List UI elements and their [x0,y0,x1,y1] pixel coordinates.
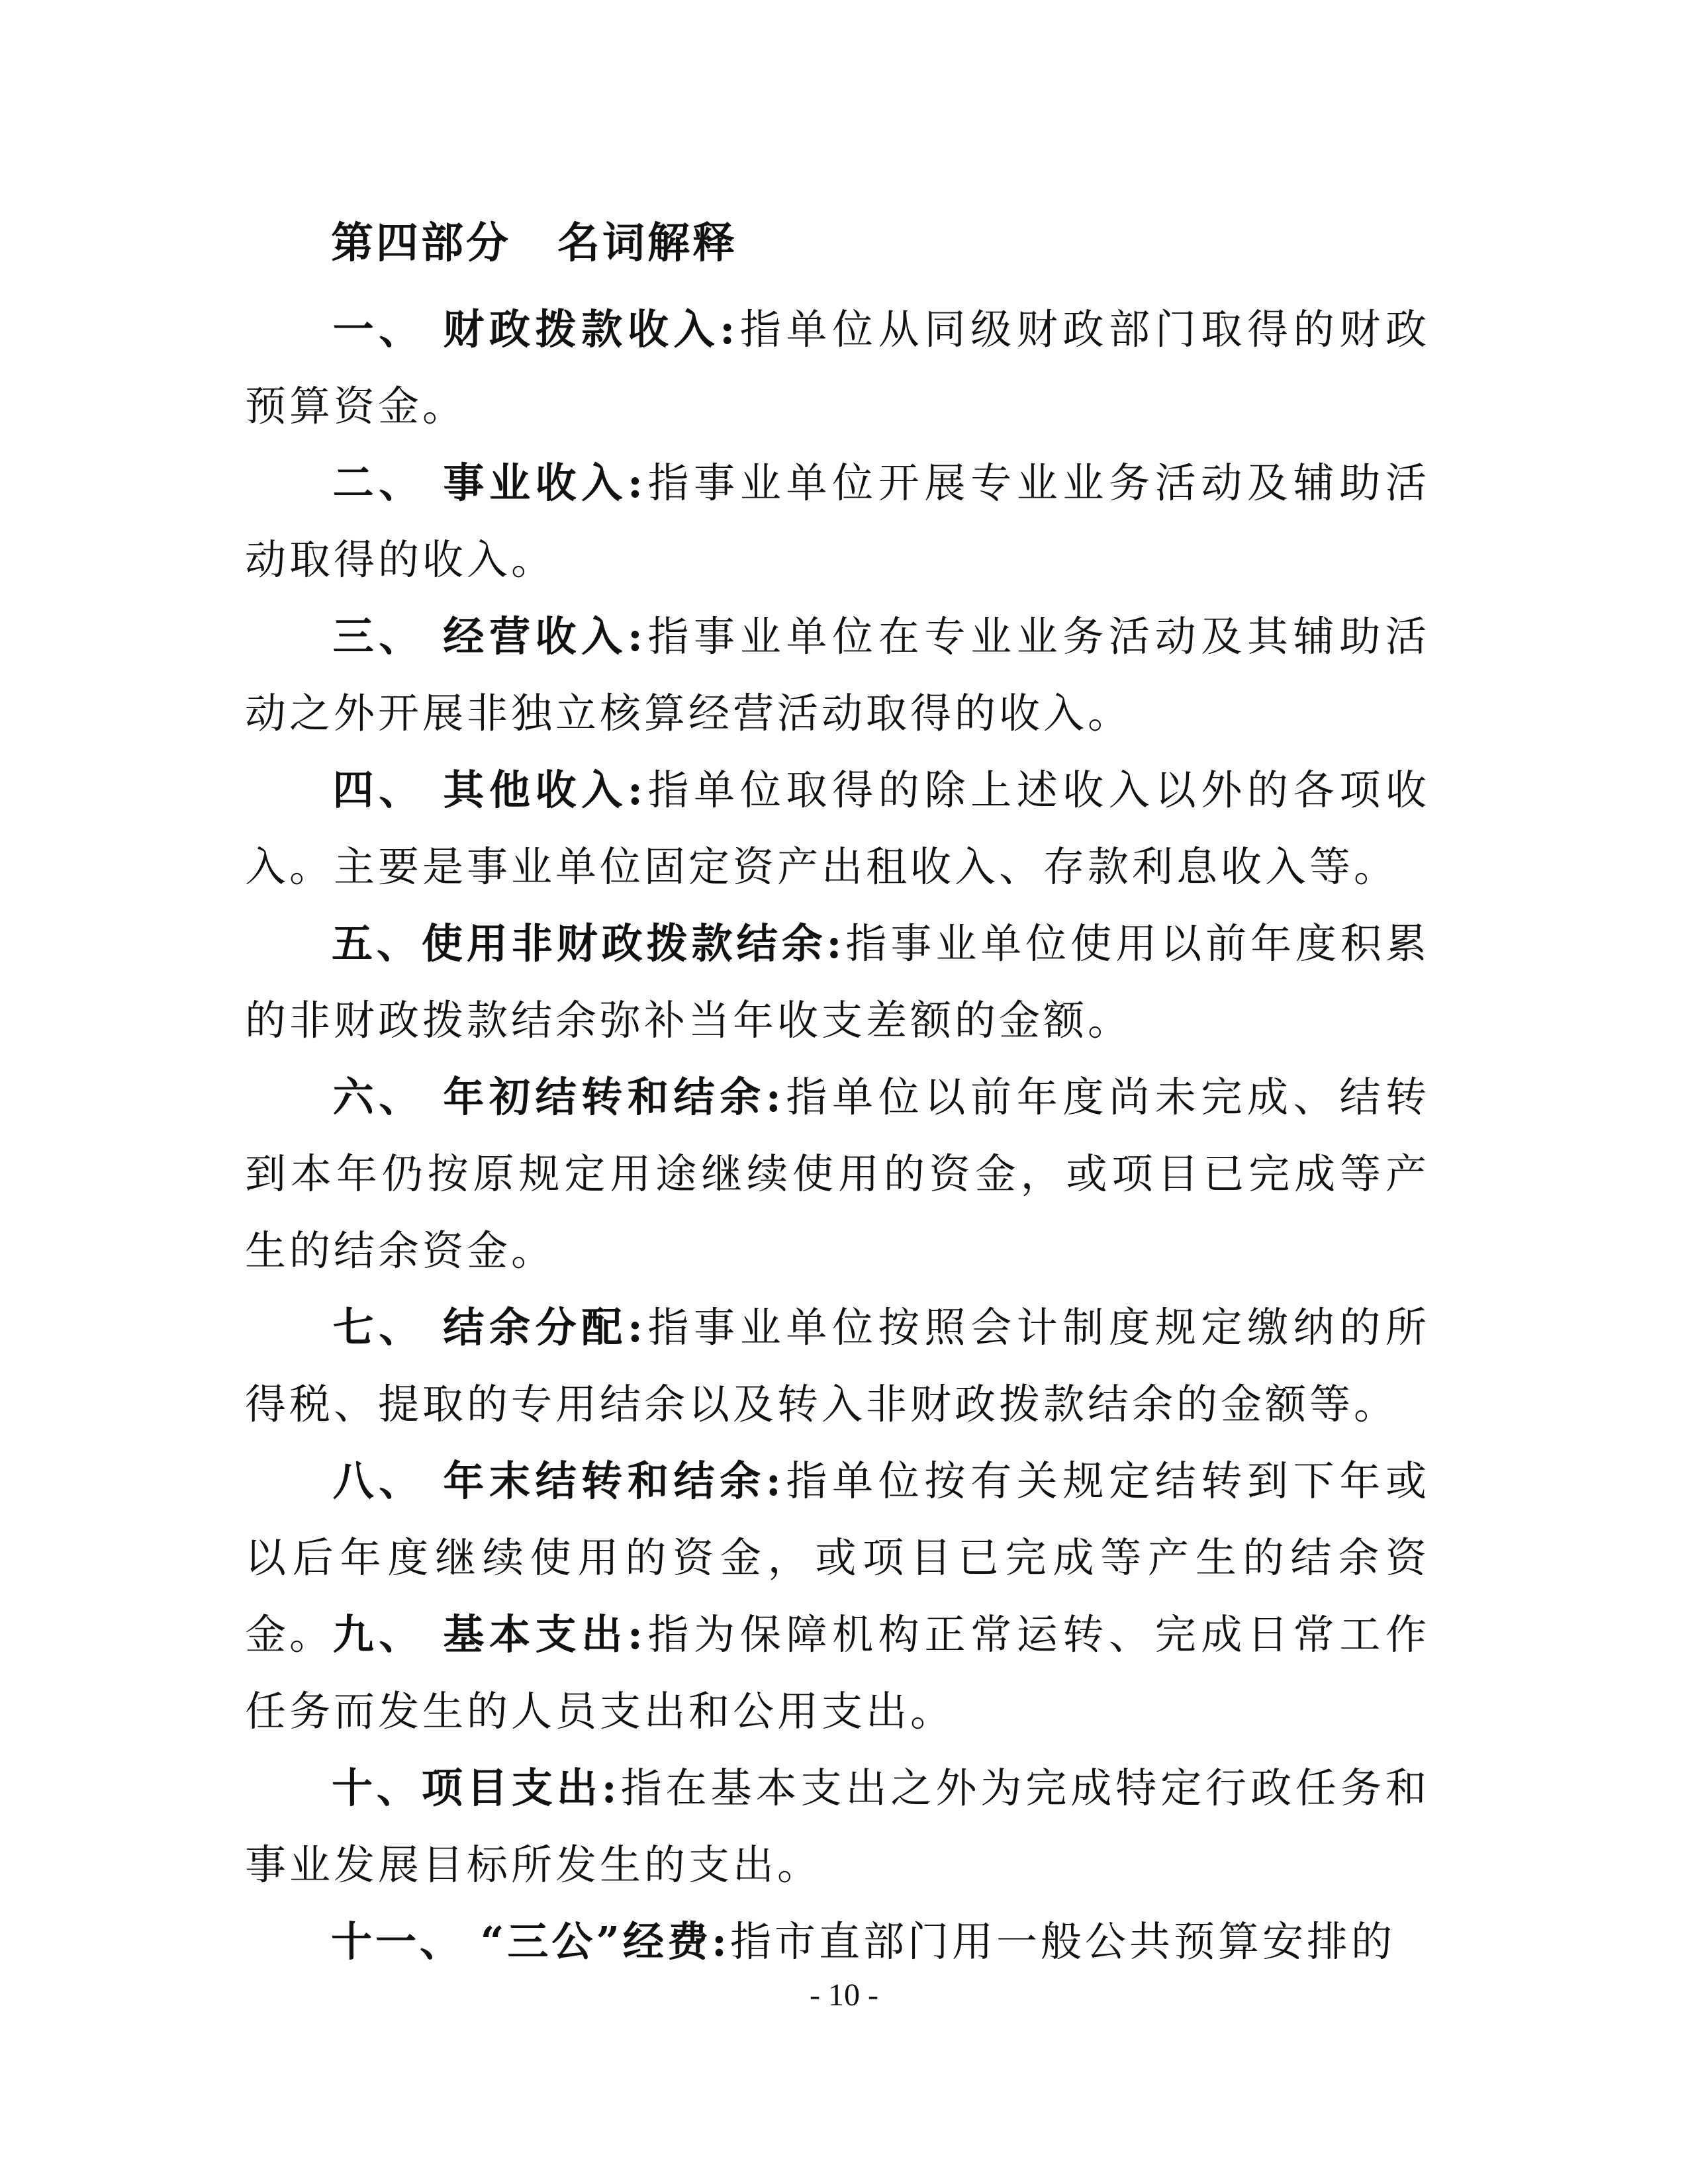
item-term: “三公”经费: [480,1917,730,1966]
item-term: 财政拨款收入: [443,305,739,353]
item-definition: 指事业单位在专业业务活动及其辅助活动之外开展非独立核算经营活动取得的收入。 [245,612,1430,737]
item-label: 五、 [331,919,422,968]
item-label: 三、 [331,612,425,660]
definition-paragraph [245,445,1430,598]
item-term: 项目支出: [421,1764,620,1812]
definition-paragraph [245,291,1430,445]
section-title: 名词解释 [557,218,737,268]
item-label: 十、 [331,1764,422,1812]
item-definition: 指单位按有关规定结转到下年或以后年度继续使用的资金，或项目已完成等产生的结余资金。 [245,1457,1430,1659]
page-number: - 10 - [810,1978,878,2013]
item-definition: 指为保障机构正常运转、完成日常工作任务而发生的人员支出和公用支出。 [245,1610,1430,1735]
item-term: 年初结转和结余: [443,1073,784,1121]
item-term: 使用非财政拨款结余: [421,919,845,968]
definition-paragraph [245,1750,1430,1903]
item-term: 年末结转和结余: [443,1457,784,1505]
section-heading [331,210,737,277]
definition-paragraph [245,598,1430,752]
item-definition: 指在基本支出之外为完成特定行政任务和事业发展目标所发生的支出。 [245,1764,1430,1889]
definition-paragraph [245,905,1430,1059]
item-definition: 指事业单位使用以前年度积累的非财政拨款结余弥补当年收支差额的金额。 [245,919,1430,1044]
item-label: 九、 [331,1610,425,1659]
item-definition: 指单位从同级财政部门取得的财政预算资金。 [245,305,1430,430]
item-definition: 指市直部门用一般公共预算安排的 [729,1917,1395,1966]
item-definition: 指事业单位按照会计制度规定缴纳的所得税、提取的专用结余以及转入非财政拨款结余的金额等。 [245,1303,1430,1428]
item-label: 十一、 [331,1917,465,1966]
item-term: 基本支出: [443,1610,646,1659]
item-label: 四、 [331,766,425,814]
item-term: 其他收入: [443,766,646,814]
item-label: 六、 [331,1073,425,1121]
item-term: 经营收入: [443,612,646,660]
item-term: 结余分配: [443,1303,646,1351]
item-label: 八、 [331,1457,425,1505]
item-definition: 指事业单位开展专业业务活动及辅助活动取得的收入。 [245,459,1430,584]
item-label: 七、 [331,1303,425,1351]
definition-paragraph [245,1903,1430,1980]
definition-paragraph [245,752,1430,905]
item-definition: 指单位以前年度尚未完成、结转到本年仍按原规定用途继续使用的资金，或项目已完成等产生的结余资金。 [245,1073,1430,1275]
definition-paragraph [245,1059,1430,1289]
item-label: 一、 [331,305,425,353]
definition-paragraph [245,1596,1430,1750]
item-label: 二、 [331,459,425,507]
section-part: 第四部分 [331,218,511,268]
definition-paragraph [245,1289,1430,1443]
item-definition: 指单位取得的除上述收入以外的各项收入。主要是事业单位固定资产出租收入、存款利息收入等。 [245,766,1430,891]
item-term: 事业收入: [443,459,646,507]
